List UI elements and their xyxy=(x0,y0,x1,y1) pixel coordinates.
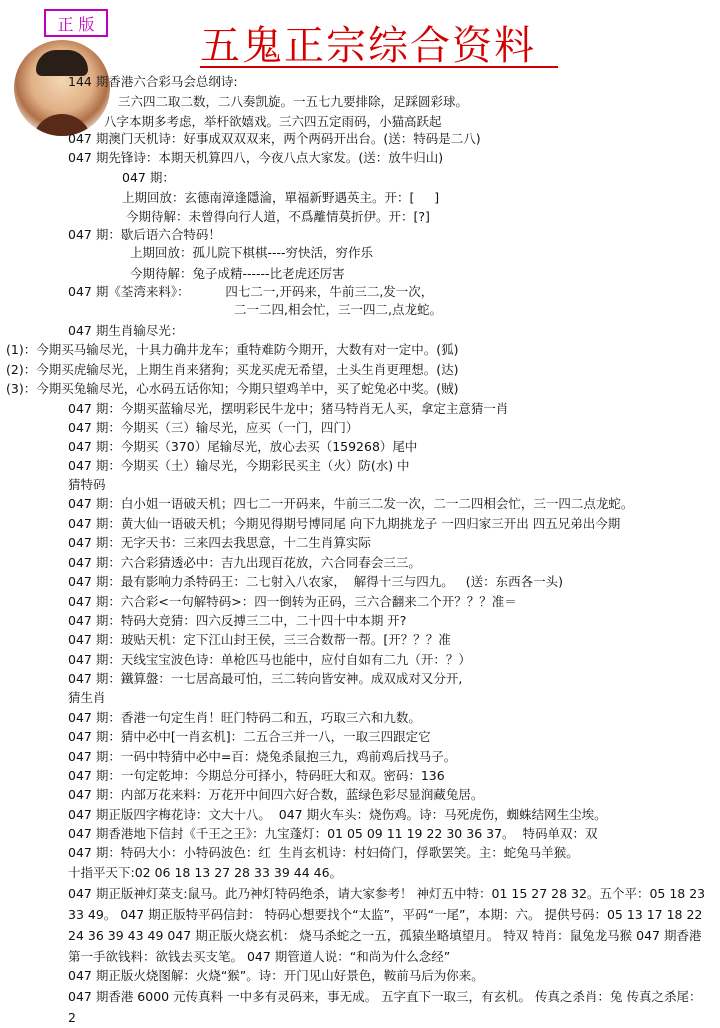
text-line: 047 期《荃湾来料》： 四七二一,开码来，牛前三二,发一次， xyxy=(68,284,434,299)
page-title: 五鬼正宗综合资料 xyxy=(200,23,536,69)
text-line: 三六四二取二数，二八奏凯旋。一五七九要排除，足踩圆彩球。 xyxy=(118,94,469,109)
text-line: 047 期：六合彩猜透必中：吉九出现百花放，六合同春会三三。 xyxy=(68,555,421,570)
genuine-badge: 正 版 xyxy=(44,9,108,37)
text-line: 047 期： xyxy=(122,170,175,185)
text-line: 047 期：歇后语六合特码！ xyxy=(68,227,221,242)
text-line: 047 期香港地下信封《千王之王》：九宝蓬灯：01 05 09 11 19 22 30 36 37。 特码单双：双 xyxy=(68,826,598,841)
text-line: 047 期：一句定乾坤：今期总分可择小，特码旺大和双。密码：136 xyxy=(68,768,445,783)
text-line: 今期待解：兔子成精------比老虎还厉害 xyxy=(130,266,345,281)
text-line: 047 期：今期买蓝输尽光，摆明彩民牛龙中；猪马特肖无人买，拿定主意猜一肖 xyxy=(68,401,509,416)
text-line: 047 期：玻贴天机：定下江山封王侯，三三合数帮一帮。[开？？？准 xyxy=(68,632,451,647)
text-line: 047 期：无字天书：三来四去我思意，十二生肖算实际 xyxy=(68,535,371,550)
text-line: 二一二四,相会忙，三一四二,点龙蛇。 xyxy=(234,302,442,317)
text-line: (2)：今期买虎输尽光，上期生肖来猪狗；买龙买虎无希望，土头生肖更理想。(达) xyxy=(6,362,459,377)
text-line: 今期待解：未曾得向行人道，不爲離情莫折伊。开：[?] xyxy=(126,209,430,224)
text-line: 047 期：特码大竞猜：四六反搏三二中，二十四十中本期 开? xyxy=(68,613,407,628)
text-line: 047 期：白小姐一语破天机；四七二一开码来，牛前三二发一次，二一二四相会忙，三一四二点龙蛇。 xyxy=(68,496,634,511)
section-heading: 猜生肖 xyxy=(68,690,106,705)
text-line: 047 期：今期买（370）尾输尽光，放心去买（159268）尾中 xyxy=(68,439,418,454)
text-line: 047 期：黄大仙一语破天机；今期见得期号博同尾 向下九期挑龙子 一四归家三开出 四五兄弟出今期 xyxy=(68,516,621,531)
text-line: 上期回放：玄德南漳逢隱淪，單福新野遇英主。开：[ ] xyxy=(122,190,440,205)
text-line: 047 期正版火烧图解：火烧“猴”。诗：开门见山好景色，鞍前马后为你来。 xyxy=(68,968,484,983)
text-line: 上期回放：孤儿院下棋棋----穷快活，穷作乐 xyxy=(130,245,374,260)
text-line: 047 期：香港一句定生肖！旺门特码二和五，巧取三六和九数。 xyxy=(68,710,421,725)
text-line: 047 期：今期买（三）输尽光，应买（一门，四门） xyxy=(68,420,359,435)
text-line: 十指平天下:02 06 18 13 27 28 33 39 44 46。 xyxy=(68,865,343,880)
text-line: 047 期：一码中特猜中必中=百：烧兔杀鼠抱三九，鸡前鸡后找马子。 xyxy=(68,749,457,764)
section-heading: 猜特码 xyxy=(68,477,106,492)
text-line: 047 期：猜中必中[一肖玄机]：二五合三并一八，一取三四跟定它 xyxy=(68,729,431,744)
text-line: 047 期：特码大小：小特码波色：红 生肖玄机诗：村妇倚门，俘歌罢笑。主：蛇兔马羊猴。 xyxy=(68,845,579,860)
text-line: 047 期正版四字梅花诗：文大十八。 047 期火车头：烧伤鸡。诗：马死虎伤，蜘蛛结网生尘埃。 xyxy=(68,807,607,822)
text-line: 047 期先锋诗：本期天机算四八，今夜八点大家发。(送：放牛归山) xyxy=(68,150,444,165)
text-line: 047 期生肖输尽光： xyxy=(68,323,184,338)
text-paragraph: 047 期正版神灯菜支:鼠马。此乃神灯特码绝杀，请大家参考！ 神灯五中特：01 15 27 28 32。五个平：05 18 23 33 49。 047 期正版特平码信封： 特码心想要找个“太监”，平码“一尾”，本期：六。 提供号码：05 13 17 18 22 24 36 39 43 49 047 期正版火烧玄机： 烧马杀蛇之一五，孤猿坐略填望月。 特双 特肖：鼠兔龙马猴 047 期香港第一手欲钱料：欲钱去买支笔。 047 期管道人说：“和尚为什么念经” xyxy=(68,886,706,964)
text-line: 047 期：最有影响力杀特码王：二七射入八农家， 解得十三与四九。 (送：东西各一头) xyxy=(68,574,563,589)
text-line: 047 期：六合彩<一句解特码>：四一倒转为正码，三六合翻来二个开？？？准＝ xyxy=(68,594,517,609)
text-line: 047 期：天线宝宝波色诗：单枪匹马也能中，应付自如有二九（开：？） xyxy=(68,652,471,667)
text-line: 047 期澳门天机诗：好事成双双双来，两个两码开出台。(送：特码是二八) xyxy=(68,131,481,146)
text-line: (3)：今期买兔输尽光，心水码五话你知；今期只望鸡羊中，买了蛇兔必中奖。(贼) xyxy=(6,381,459,396)
text-line: 047 期：今期买（土）输尽光，今期彩民买主（火）防(水) 中 xyxy=(68,458,410,473)
text-line: 047 期：内部万花来料：万花开中间四六好合数，蓝绿色彩尽显润藏兔居。 xyxy=(68,787,484,802)
text-line: 八字本期多考虑，举杆欲嬉戏。三六四五定雨码，小猫高跃起 xyxy=(104,114,442,129)
text-line: 144 期香港六合彩马会总纲诗: xyxy=(68,74,238,89)
text-line: (1)：今期买马输尽光，十具力确井龙车；重特难防今期开，大数有对一定中。(狐) xyxy=(6,342,459,357)
text-line: 047 期：鐵算盤：一七居高最可怕，三二转向皆安神。成双成对又分开, xyxy=(68,671,463,686)
text-paragraph: 047 期香港 6000 元传真料 一中多有灵码来，事无成。 五字直下一取三，有玄机。 传真之杀肖：兔 传真之杀尾：2 xyxy=(68,989,702,1025)
